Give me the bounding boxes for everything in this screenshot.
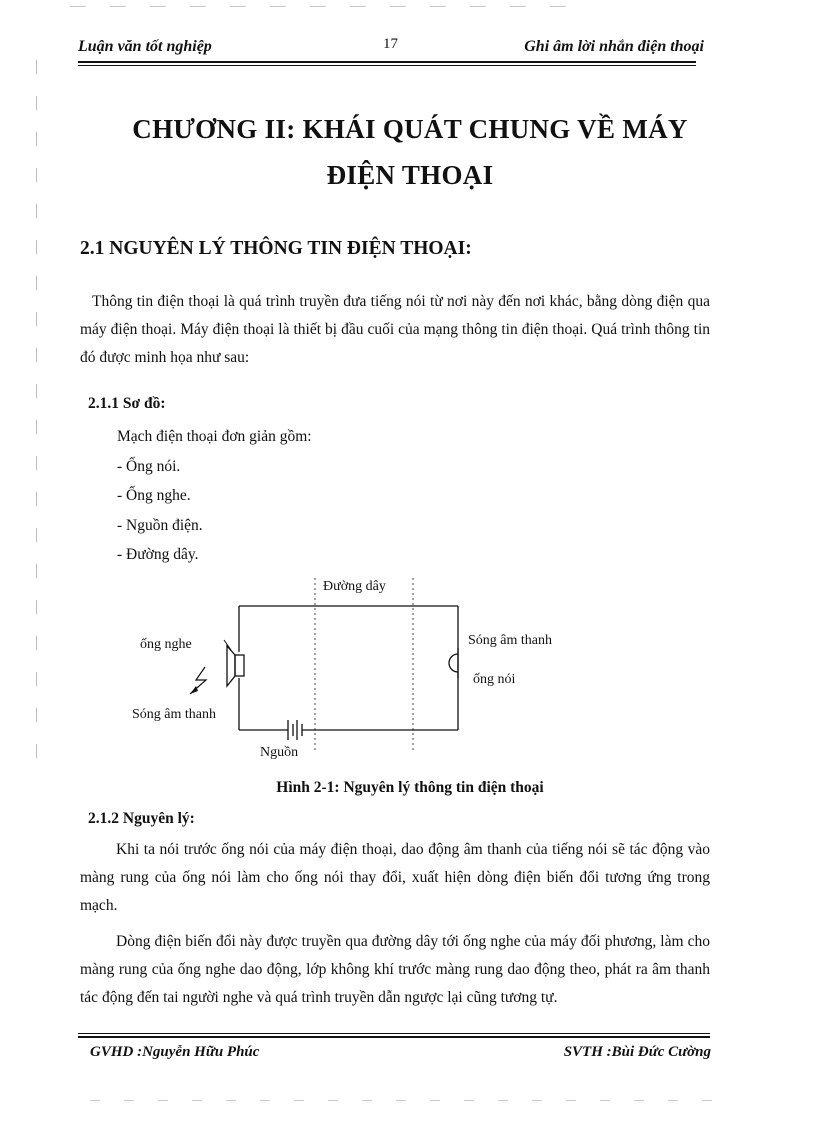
footer-rule (78, 1036, 710, 1038)
footer-rule-thin (78, 1033, 710, 1034)
microphone-icon (449, 648, 458, 678)
header-topic-label: Ghi âm lời nhắn điện thoại (524, 38, 704, 55)
label-receiver: ống nghe (140, 637, 192, 652)
intro-paragraph: Thông tin điện thoại là quá trình truyền đưa tiếng nói từ nơi này đến nơi khác, bằng dòng điện qua máy điện thoại. Máy điện thoại là thiết bị đầu cuối của mạng thông tin điện thoại. Quá trình thông tin đó được minh họa như sau: (80, 293, 710, 366)
chapter-title-line1: CHƯƠNG II: KHÁI QUÁT CHUNG VỀ MÁY (132, 114, 688, 144)
footer-advisor: GVHD :Nguyễn Hữu Phúc (90, 1044, 260, 1060)
sound-wave-arrow-icon (190, 667, 206, 694)
label-source: Nguồn (260, 745, 299, 760)
list-item: - Đường dây. (117, 546, 199, 563)
scan-artifact-bottom (90, 1100, 730, 1101)
list-item: - Ống nói. (117, 457, 181, 475)
component-list (117, 422, 312, 570)
page-number: 17 (383, 36, 398, 52)
scan-artifact-top (70, 6, 590, 7)
label-sound-right: Sóng âm thanh (468, 633, 552, 648)
label-sound-left: Sóng âm thanh (132, 707, 216, 722)
scan-artifact-left (36, 60, 37, 780)
label-transmitter: ống nói (473, 672, 516, 687)
list-item: - Ống nghe. (117, 487, 191, 504)
header-thesis-label: Luận văn tốt nghiệp (78, 38, 212, 55)
list-item: - Nguồn điện. (117, 516, 203, 534)
chapter-title-line2: ĐIỆN THOẠI (326, 160, 494, 190)
principle-paragraph-2: Dòng điện biến đổi này được truyền qua đường dây tới ống nghe của máy đối phương, làm cho màng rung của ống nghe dao động, lớp không khí trước màng rung dao động theo, phát ra âm thanh tác động đến tai người nghe và quá trình truyền dẫn ngược lại cũng tương tự. (80, 933, 710, 1006)
principle-paragraph-1: Khi ta nói trước ống nói của máy điện thoại, dao động âm thanh của tiếng nói sẽ tác động vào màng rung của ống nói làm cho ống nói thay đổi, xuất hiện dòng điện biến đổi tương ứng trong mạch. (80, 841, 710, 914)
battery-icon (288, 720, 302, 740)
header-rule (78, 61, 696, 63)
header-rule-thin (78, 65, 696, 66)
figure-caption: Hình 2-1: Nguyên lý thông tin điện thoại (276, 779, 544, 796)
section-title: 2.1 NGUYÊN LÝ THÔNG TIN ĐIỆN THOẠI: (80, 238, 472, 259)
subsection-title-principle: 2.1.2 Nguyên lý: (88, 810, 195, 827)
speaker-icon (224, 640, 244, 686)
footer-student: SVTH :Bùi Đức Cường (563, 1044, 711, 1060)
telephone-circuit-figure (120, 570, 600, 770)
arrowhead-icon (190, 686, 198, 694)
label-line: Đường dây (323, 579, 386, 594)
subsection-title-diagram: 2.1.1 Sơ đồ: (88, 395, 166, 412)
component-list-intro: Mạch điện thoại đơn giản gồm: (117, 428, 312, 445)
